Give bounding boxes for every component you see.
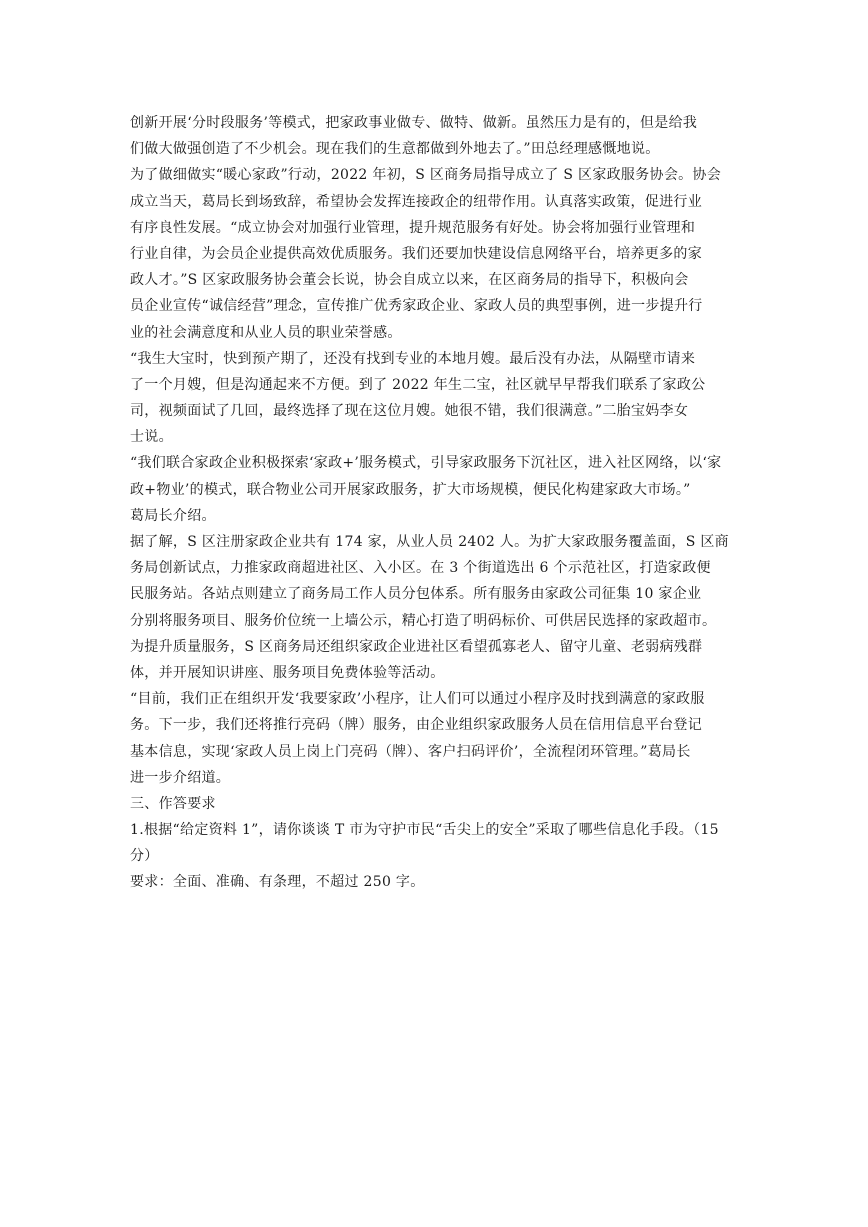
text-line: 据了解，S 区注册家政企业共有 174 家，从业人员 2402 人。为扩大家政服务覆盖面，S 区商: [130, 534, 729, 550]
text-line: 创新开展‘分时段服务’等模式，把家政事业做专、做特、做新。虽然压力是有的，但是给我: [130, 115, 698, 131]
text-line: 士说。: [130, 429, 173, 446]
requirement-line: 要求：全面、准确、有条理，不超过 250 字。: [130, 874, 425, 891]
question-line: 分）: [130, 848, 159, 865]
text-line: 业的社会满意度和从业人员的职业荣誉感。: [130, 324, 402, 341]
text-line: 了一个月嫂，但是沟通起来不方便。到了 2022 年生二宝，社区就早早帮我们联系了家政公: [130, 376, 706, 393]
text-line: 务局创新试点，力推家政商超进社区、入小区。在 3 个街道选出 6 个示范社区，打造家政便: [130, 560, 711, 577]
text-line: 为提升质量服务，S 区商务局还组织家政企业进社区看望孤寡老人、留守儿童、老弱病残群: [130, 638, 703, 655]
text-line: “我生大宝时，快到预产期了，还没有找到专业的本地月嫂。最后没有办法，从隔壁市请来: [130, 350, 696, 367]
text-line: 基本信息，实现‘家政人员上岗上门亮码（牌）、客户扫码评价’，全流程闭环管理。”葛局长: [130, 743, 691, 760]
text-line: 员企业宣传“诚信经营”理念，宣传推广优秀家政企业、家政人员的典型事例，进一步提升行: [130, 298, 703, 315]
text-line: 有序良性发展。“成立协会对加强行业管理，提升规范服务有好处。协会将加强行业管理和: [130, 219, 696, 236]
text-line: 政+物业’的模式，联合物业公司开展家政服务，扩大市场规模，便民化构建家政大市场。”: [130, 481, 691, 498]
text-line: 政人才。”S 区家政服务协会董会长说，协会自成立以来，在区商务局的指导下，积极向会: [130, 272, 689, 289]
text-line: 葛局长介绍。: [130, 507, 216, 524]
text-line: 进一步介绍道。: [130, 769, 231, 786]
text-line: 司，视频面试了几回，最终选择了现在这位月嫂。她很不错，我们很满意。”二胎宝妈李女: [130, 403, 689, 420]
text-line: “目前，我们正在组织开发‘我要家政’小程序，让人们可以通过小程序及时找到满意的家政服: [130, 691, 705, 708]
text-line: 行业自律，为会员企业提供高效优质服务。我们还要加快建设信息网络平台，培养更多的家: [130, 245, 702, 262]
text-line: 务。下一步，我们还将推行亮码（牌）服务，由企业组织家政服务人员在信用信息平台登记: [130, 717, 702, 734]
text-line: “我们联合家政企业积极探索‘家政+’服务模式，引导家政服务下沉社区，进入社区网络，以‘家: [130, 455, 722, 472]
text-line: 民服务站。各站点则建立了商务局工作人员分包体系。所有服务由家政公司征集 10 家企业: [130, 586, 702, 603]
section-heading: 三、作答要求: [130, 795, 216, 812]
text-line: 们做大做强创造了不少机会。现在我们的生意都做到外地去了。”田总经理感慨地说。: [130, 141, 660, 158]
document-body: [130, 110, 790, 896]
text-line: 成立当天，葛局长到场致辞，希望协会发挥连接政企的纽带作用。认真落实政策，促进行业: [130, 193, 702, 210]
question-line: 1.根据“给定资料 1”，请你谈谈 T 市为守护市民“舌尖上的安全”采取了哪些信息化手段。（15: [130, 822, 719, 839]
text-line: 体，并开展知识讲座、服务项目免费体验等活动。: [130, 664, 445, 681]
text-line: 分别将服务项目、服务价位统一上墙公示，精心打造了明码标价、可供居民选择的家政超市。: [130, 612, 717, 629]
text-line: 为了做细做实“暖心家政”行动，2022 年初，S 区商务局指导成立了 S 区家政服务协会。协会: [130, 167, 722, 184]
